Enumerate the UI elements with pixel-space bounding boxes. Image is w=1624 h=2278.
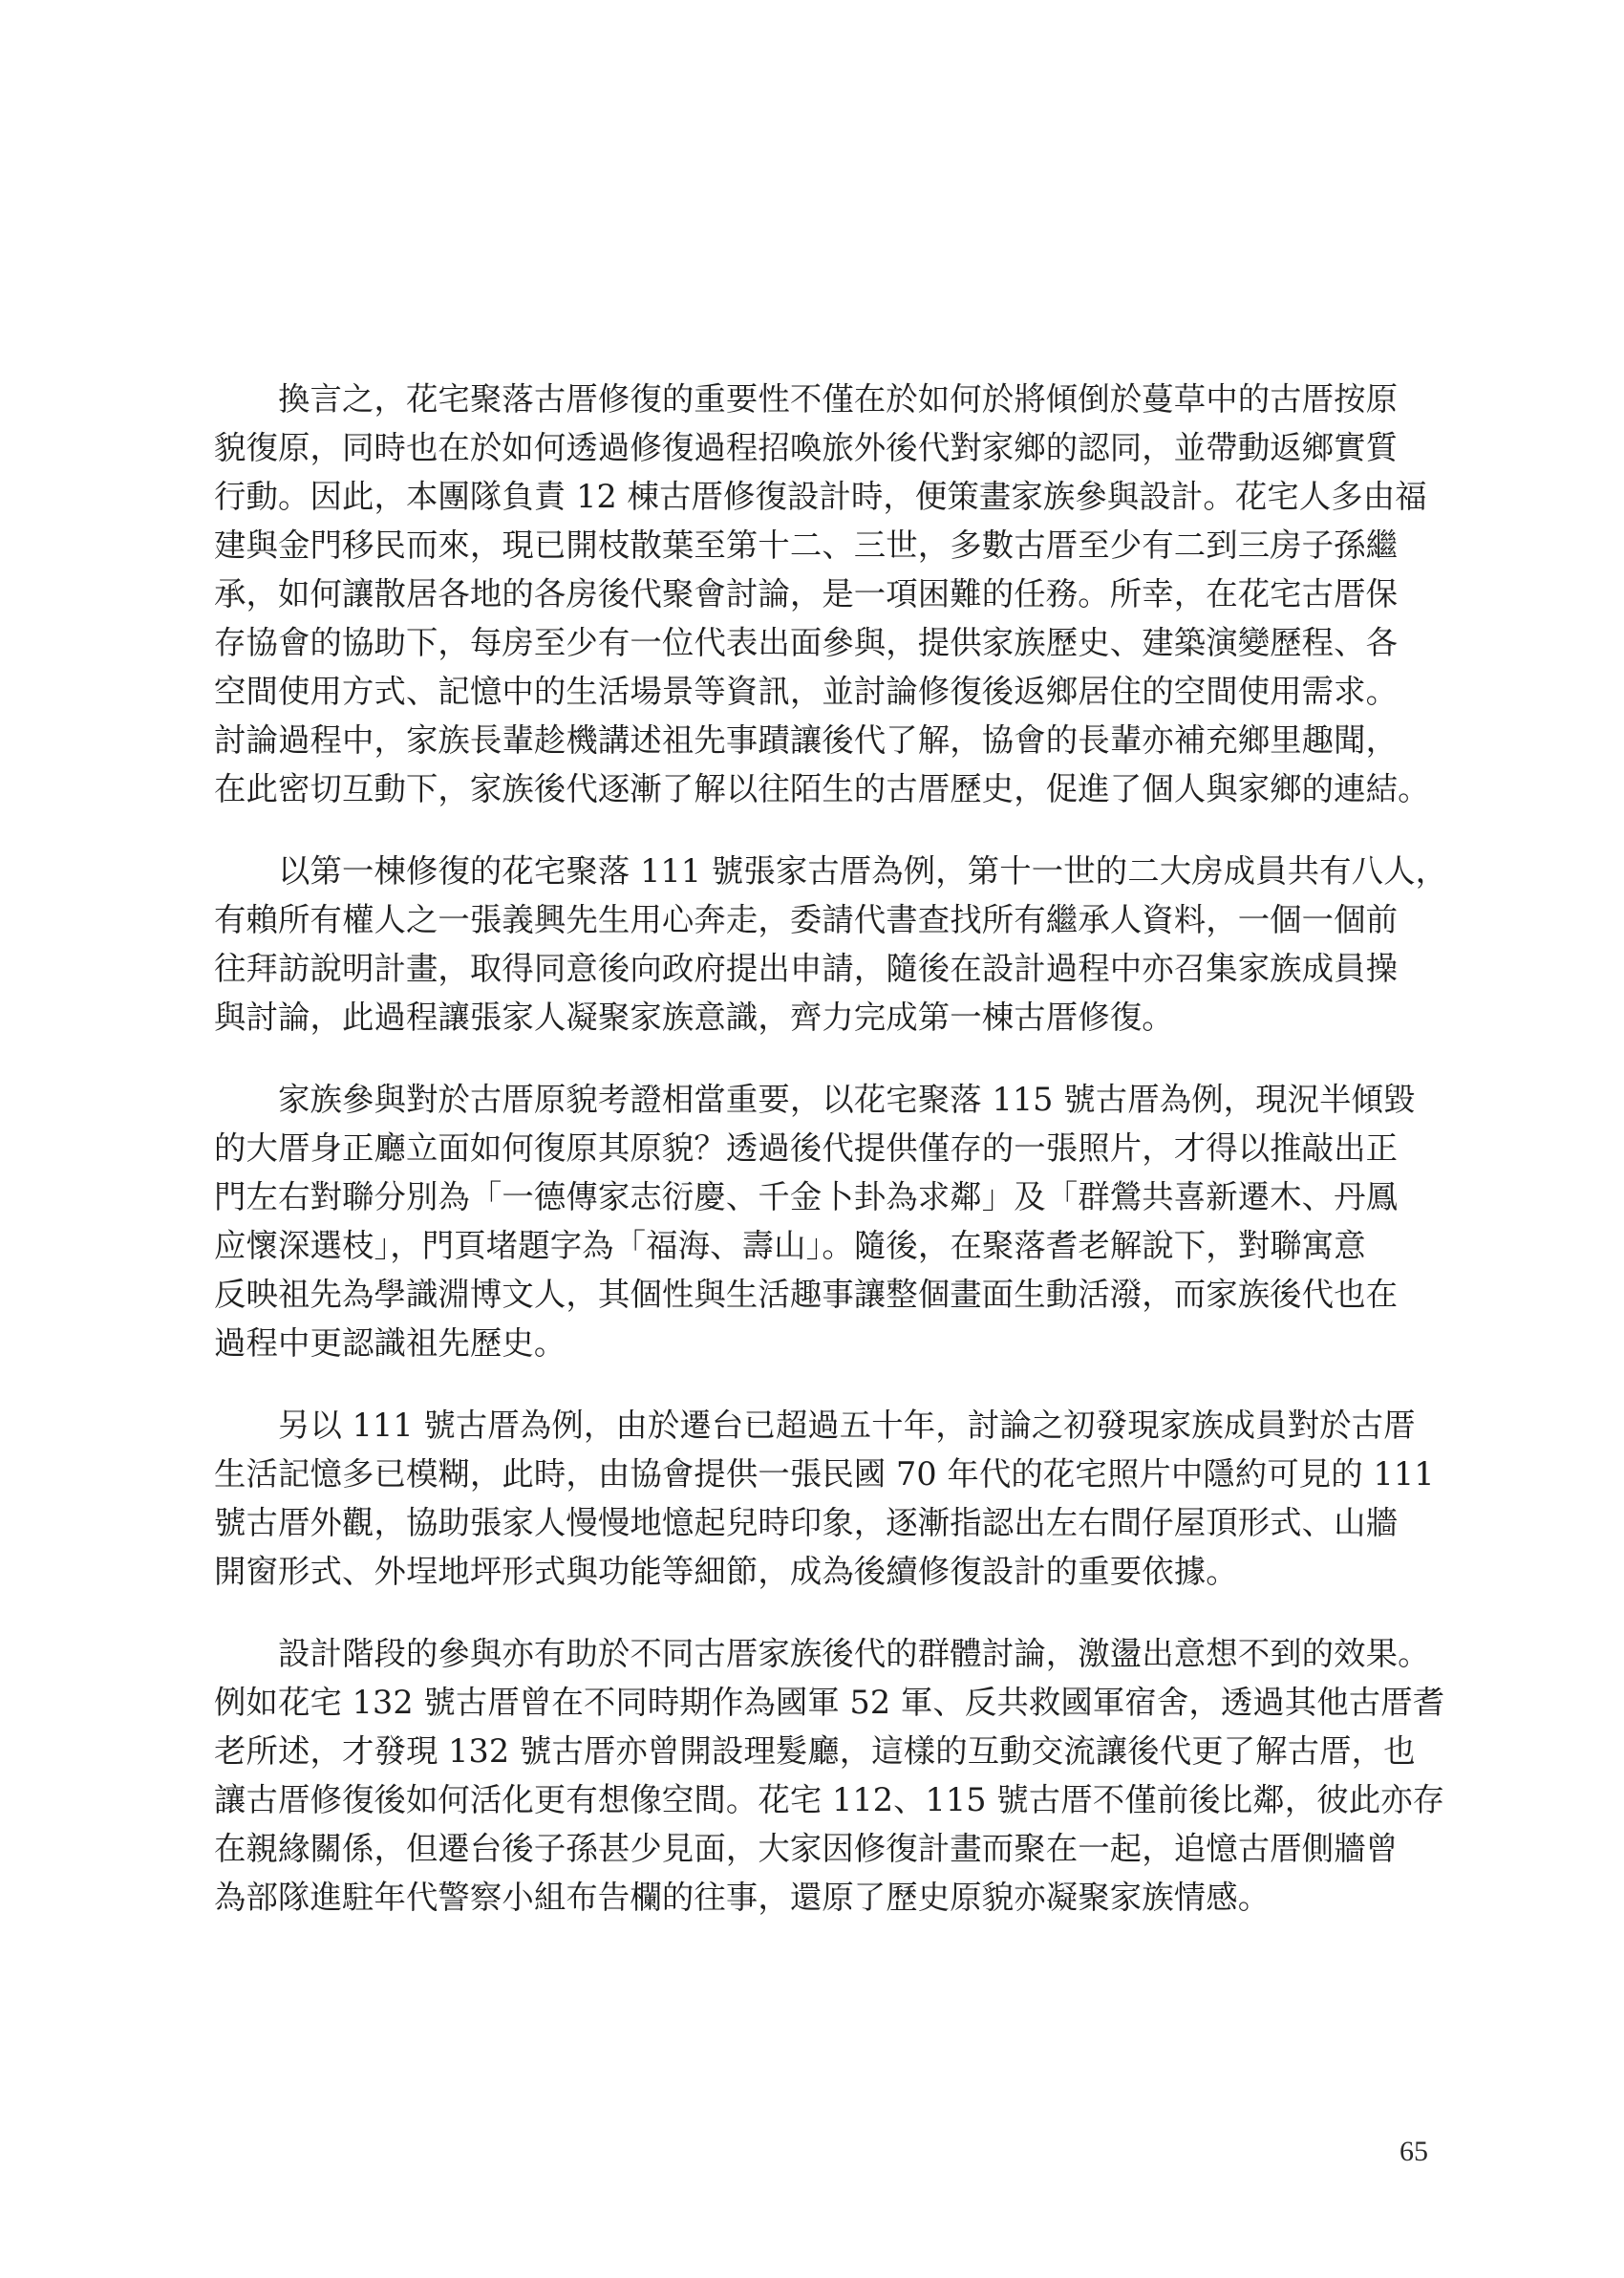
page-number: 65 xyxy=(1400,2136,1428,2167)
text-line: 建與金門移民而來，現已開枝散葉至第十二、三世，多數古厝至少有二到三房子孫繼 xyxy=(214,527,1399,564)
text-line: 行動。因此，本團隊負責 12 棟古厝修復設計時，便策畫家族參與設計。花宅人多由福 xyxy=(214,478,1427,515)
text-line: 有賴所有權人之一張義興先生用心奔走，委請代書查找所有繼承人資料，一個一個前 xyxy=(214,901,1399,938)
paragraph-3 xyxy=(214,1075,1425,1367)
text-line: 空間使用方式、記憶中的生活場景等資訊，並討論修復後返鄉居住的空間使用需求。 xyxy=(214,673,1399,710)
text-line: 应懷深選枝」，門頁堵題字為「福海、壽山」。隨後，在聚落耆老解說下，對聯寓意 xyxy=(214,1227,1366,1264)
text-line: 存協會的協助下，每房至少有一位代表出面參與，提供家族歷史、建築演變歷程、各 xyxy=(214,624,1399,661)
text-line: 例如花宅 132 號古厝曾在不同時期作為國軍 52 軍、反共救國軍宿舍，透過其他古厝耆 xyxy=(214,1684,1445,1721)
paragraph-2 xyxy=(214,847,1448,1042)
paragraph-5 xyxy=(214,1629,1445,1922)
text-line: 生活記憶多已模糊，此時，由協會提供一張民國 70 年代的花宅照片中隱約可見的 111 xyxy=(214,1455,1435,1493)
text-line: 與討論，此過程讓張家人凝聚家族意識，齊力完成第一棟古厝修復。 xyxy=(214,999,1174,1036)
text-line: 的大厝身正廳立面如何復原其原貌？透過後代提供僅存的一張照片，才得以推敲出正 xyxy=(214,1129,1399,1167)
text-line: 另以 111 號古厝為例，由於遷台已超過五十年，討論之初發現家族成員對於古厝 xyxy=(214,1407,1416,1444)
article-body xyxy=(214,375,1448,1955)
text-line: 承，如何讓散居各地的各房後代聚會討論，是一項困難的任務。所幸，在花宅古厝保 xyxy=(214,575,1399,612)
text-line: 換言之，花宅聚落古厝修復的重要性不僅在於如何於將傾倒於蔓草中的古厝按原 xyxy=(214,380,1399,418)
paragraph-4 xyxy=(214,1401,1435,1596)
text-line: 在親緣關係，但遷台後子孫甚少見面，大家因修復計畫而聚在一起，追憶古厝側牆曾 xyxy=(214,1830,1399,1867)
text-line: 過程中更認識祖先歷史。 xyxy=(214,1324,566,1362)
text-line: 設計階段的參與亦有助於不同古厝家族後代的群體討論，激盪出意想不到的效果。 xyxy=(214,1635,1430,1672)
text-line: 為部隊進駐年代警察小組布告欄的往事，還原了歷史原貌亦凝聚家族情感。 xyxy=(214,1879,1271,1916)
text-line: 討論過程中，家族長輩趁機講述祖先事蹟讓後代了解，協會的長輩亦補充鄉里趣聞， xyxy=(214,721,1399,759)
text-line: 反映祖先為學識淵博文人，其個性與生活趣事讓整個畫面生動活潑，而家族後代也在 xyxy=(214,1276,1399,1313)
text-line: 家族參與對於古厝原貌考證相當重要，以花宅聚落 115 號古厝為例，現況半傾毀 xyxy=(214,1081,1416,1118)
text-line: 往拜訪說明計畫，取得同意後向政府提出申請，隨後在設計過程中亦召集家族成員操 xyxy=(214,950,1399,987)
text-line: 讓古厝修復後如何活化更有想像空間。花宅 112、115 號古厝不僅前後比鄰，彼此亦存 xyxy=(214,1781,1445,1818)
text-line: 門左右對聯分別為「一德傳家志衍慶、千金卜卦為求鄰」及「群鶯共喜新遷木、丹鳳 xyxy=(214,1178,1399,1215)
text-line: 老所述，才發現 132 號古厝亦曾開設理髮廳，這樣的互動交流讓後代更了解古厝，也 xyxy=(214,1732,1416,1770)
text-line: 在此密切互動下，家族後代逐漸了解以往陌生的古厝歷史，促進了個人與家鄉的連結。 xyxy=(214,770,1430,807)
text-line: 貌復原，同時也在於如何透過修復過程招喚旅外後代對家鄉的認同，並帶動返鄉實質 xyxy=(214,429,1399,466)
text-line: 開窗形式、外埕地坪形式與功能等細節，成為後續修復設計的重要依據。 xyxy=(214,1553,1238,1590)
paragraph-1 xyxy=(214,375,1430,813)
text-line: 號古厝外觀，協助張家人慢慢地憶起兒時印象，逐漸指認出左右間仔屋頂形式、山牆 xyxy=(214,1504,1399,1541)
text-line: 以第一棟修復的花宅聚落 111 號張家古厝為例，第十一世的二大房成員共有八人， xyxy=(214,852,1448,890)
